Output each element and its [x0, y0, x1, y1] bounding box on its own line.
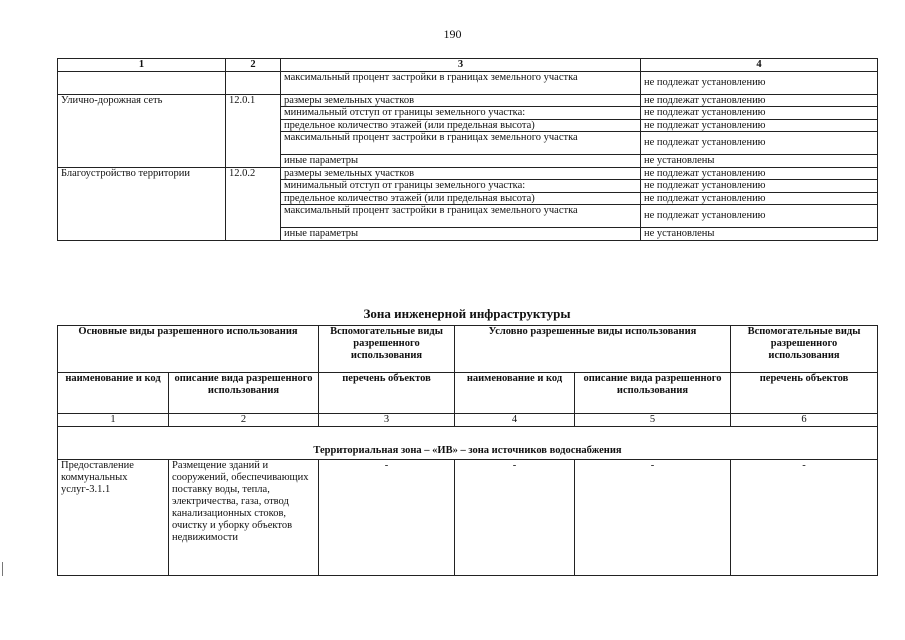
sub-header: перечень объектов [731, 373, 878, 414]
objects-list: - [319, 460, 455, 576]
parameter-value: не подлежат установлению [641, 167, 878, 180]
group-header-row [58, 326, 878, 373]
use-code [226, 71, 281, 94]
table-row [58, 71, 878, 94]
page-number: 190 [443, 27, 462, 41]
zone-title: Зона инженерной инфраструктуры [363, 306, 571, 321]
header-cell: 1 [58, 59, 226, 72]
use-name [58, 192, 226, 205]
conditional-use-name: - [455, 460, 575, 576]
use-name [58, 119, 226, 132]
use-code [226, 107, 281, 120]
parameter-value: не подлежат установлению [641, 205, 878, 228]
group-header: Основные виды разрешенного использования [58, 326, 319, 373]
conditional-use-description: - [575, 460, 731, 576]
use-code [226, 205, 281, 228]
table-row [58, 205, 878, 228]
sub-header-row [58, 373, 878, 414]
sub-header: перечень объектов [319, 373, 455, 414]
use-name [58, 205, 226, 228]
use-code: 12.0.1 [226, 94, 281, 107]
column-number: 3 [319, 414, 455, 427]
use-code [226, 132, 281, 155]
parameter-name: максимальный процент застройки в границах земельного участка [281, 132, 641, 155]
use-code: 12.0.2 [226, 167, 281, 180]
parameter-value: не установлены [641, 228, 878, 241]
parameter-value: не подлежат установлению [641, 119, 878, 132]
parameter-name: иные параметры [281, 228, 641, 241]
use-code [226, 192, 281, 205]
use-name [58, 228, 226, 241]
parameter-name: минимальный отступ от границы земельного участка: [281, 107, 641, 120]
sub-header: описание вида разрешенного использования [575, 373, 731, 414]
column-number: 5 [575, 414, 731, 427]
parameter-value: не подлежат установлению [641, 94, 878, 107]
header-cell: 2 [226, 59, 281, 72]
parameters-table [57, 58, 878, 241]
parameter-value: не подлежат установлению [641, 132, 878, 155]
use-name [58, 155, 226, 168]
parameter-name: минимальный отступ от границы земельного участка: [281, 180, 641, 193]
use-code [226, 228, 281, 241]
permitted-use-table [57, 325, 878, 576]
header-cell: 4 [641, 59, 878, 72]
table-row [58, 180, 878, 193]
sub-header: наименование и код [455, 373, 575, 414]
group-header: Условно разрешенные виды использования [455, 326, 731, 373]
column-number: 1 [58, 414, 169, 427]
use-code [226, 180, 281, 193]
use-name [58, 107, 226, 120]
use-name [58, 180, 226, 193]
column-number: 6 [731, 414, 878, 427]
use-name: Улично-дорожная сеть [58, 94, 226, 107]
table-row [58, 192, 878, 205]
use-name: Предоставление коммунальных услуг-3.1.1 [58, 460, 169, 576]
scan-edge-mark [2, 562, 3, 576]
table-row [58, 167, 878, 180]
use-description: Размещение зданий и сооружений, обеспечивающих поставку воды, тепла, электричества, газа, отвод канализационных стоков, очистку и уборку объектов недвижимости [169, 460, 319, 576]
use-code [226, 155, 281, 168]
parameter-name: максимальный процент застройки в границах земельного участка [281, 205, 641, 228]
parameter-value: не подлежат установлению [641, 107, 878, 120]
zone-row-title: Территориальная зона – «ИВ» – зона источников водоснабжения [58, 427, 878, 460]
sub-header: наименование и код [58, 373, 169, 414]
column-number-row [58, 414, 878, 427]
table-row [58, 132, 878, 155]
parameter-value: не подлежат установлению [641, 180, 878, 193]
parameter-value: не подлежат установлению [641, 71, 878, 94]
parameter-name: иные параметры [281, 155, 641, 168]
parameter-name: предельное количество этажей (или предельная высота) [281, 119, 641, 132]
column-number: 2 [169, 414, 319, 427]
group-header: Вспомогательные виды разрешенного использования [731, 326, 878, 373]
header-cell: 3 [281, 59, 641, 72]
parameter-name: размеры земельных участков [281, 167, 641, 180]
column-number: 4 [455, 414, 575, 427]
table-row [58, 107, 878, 120]
parameter-name: размеры земельных участков [281, 94, 641, 107]
table-row [58, 228, 878, 241]
parameter-name: максимальный процент застройки в границах земельного участка [281, 71, 641, 94]
conditional-objects-list: - [731, 460, 878, 576]
sub-header: описание вида разрешенного использования [169, 373, 319, 414]
table-row [58, 94, 878, 107]
use-name [58, 71, 226, 94]
table-row [58, 155, 878, 168]
use-name [58, 132, 226, 155]
parameter-value: не установлены [641, 155, 878, 168]
table-header-row [58, 59, 878, 72]
zone-row [58, 427, 878, 460]
group-header: Вспомогательные виды разрешенного использования [319, 326, 455, 373]
parameter-value: не подлежат установлению [641, 192, 878, 205]
parameter-name: предельное количество этажей (или предельная высота) [281, 192, 641, 205]
use-name: Благоустройство территории [58, 167, 226, 180]
table-row [58, 460, 878, 576]
use-code [226, 119, 281, 132]
table-row [58, 119, 878, 132]
